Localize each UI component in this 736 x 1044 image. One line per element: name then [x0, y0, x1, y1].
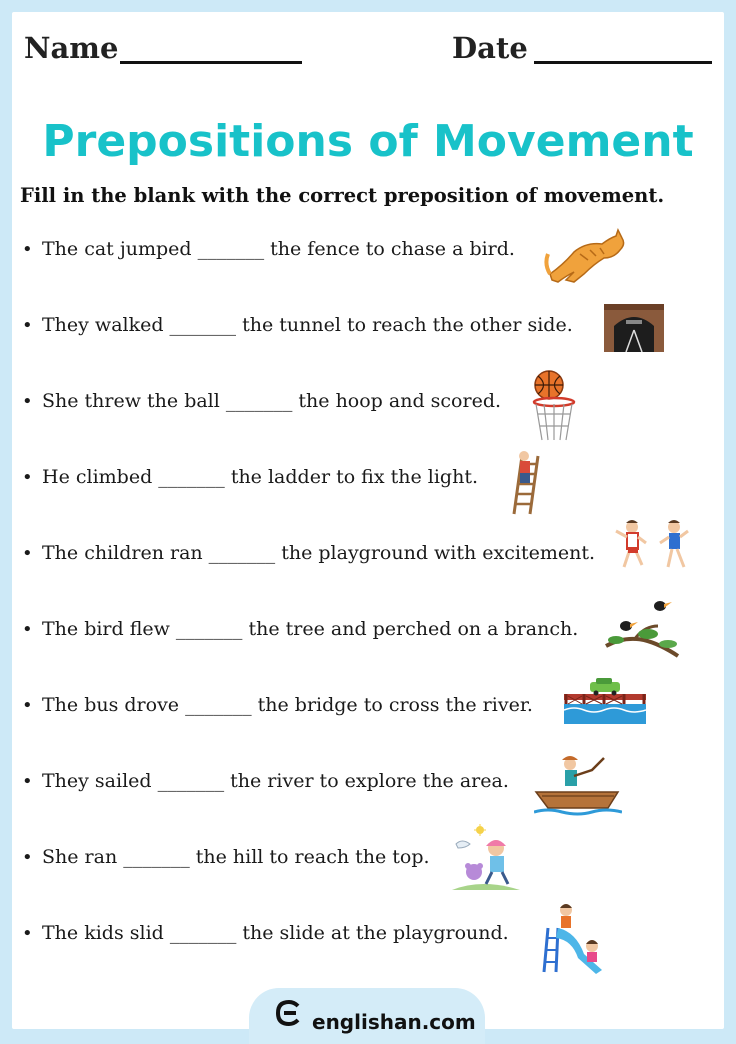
instructions: Fill in the blank with the correct preposition of movement.	[20, 184, 665, 207]
question-text: She threw the ball _______ the hoop and scored.	[42, 390, 502, 412]
question-item	[22, 390, 501, 412]
date-field	[452, 31, 528, 65]
worksheet	[12, 12, 724, 1034]
page-title: Prepositions of Movement	[42, 116, 694, 167]
rowing-boat-icon	[534, 750, 622, 818]
ladder-climber-icon	[508, 448, 548, 516]
englishan-logo-icon	[276, 1000, 302, 1026]
question-text: He climbed _______ the ladder to fix the light.	[42, 466, 478, 488]
date-label: Date	[452, 31, 528, 65]
question-text: They walked _______ the tunnel to reach the other side.	[42, 314, 573, 336]
bullet: •	[22, 239, 33, 260]
name-field	[24, 31, 119, 65]
bullet: •	[22, 391, 33, 412]
running-children-icon	[612, 517, 694, 579]
question-text: The bird flew _______ the tree and perched on a branch.	[42, 618, 579, 640]
question-item	[22, 694, 533, 716]
bullet: •	[22, 619, 33, 640]
bullet: •	[22, 315, 33, 336]
bullet: •	[22, 695, 33, 716]
cat-jumping-icon	[544, 224, 628, 294]
bridge-car-icon	[564, 676, 646, 724]
bullet: •	[22, 543, 33, 564]
date-line	[534, 61, 712, 64]
question-item	[22, 238, 515, 260]
bullet: •	[22, 771, 33, 792]
question-item	[22, 922, 509, 944]
name-line	[120, 61, 302, 64]
question-text: She ran _______ the hill to reach the top.	[42, 846, 430, 868]
question-text: The cat jumped _______ the fence to chase a bird.	[42, 238, 515, 260]
footer-site-link[interactable]: englishan.com	[312, 1010, 476, 1034]
question-item	[22, 314, 573, 336]
kids-slide-icon	[536, 898, 612, 974]
girl-running-hill-icon	[452, 824, 522, 892]
question-text: The kids slid _______ the slide at the playground.	[42, 922, 509, 944]
basketball-hoop-icon	[528, 370, 578, 448]
question-item	[22, 618, 578, 640]
bullet: •	[22, 467, 33, 488]
bullet: •	[22, 923, 33, 944]
question-item	[22, 542, 595, 564]
question-text: The children ran _______ the playground with excitement.	[42, 542, 596, 564]
name-label: Name	[24, 31, 119, 65]
question-item	[22, 466, 478, 488]
question-text: They sailed _______ the river to explore the area.	[42, 770, 509, 792]
question-item	[22, 846, 430, 868]
question-item	[22, 770, 509, 792]
tunnel-icon	[604, 304, 664, 352]
birds-on-branch-icon	[604, 596, 682, 658]
bullet: •	[22, 847, 33, 868]
question-text: The bus drove _______ the bridge to cross the river.	[42, 694, 533, 716]
